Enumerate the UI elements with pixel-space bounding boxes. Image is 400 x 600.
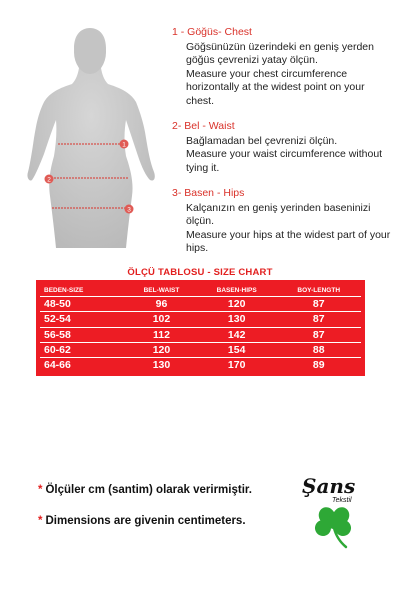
table-cell: 120 <box>126 342 197 357</box>
col-header-size: BEDEN-SIZE <box>44 286 84 294</box>
note-units-en <box>38 515 252 527</box>
table-cell: 130 <box>197 311 277 326</box>
table-cell: 56-58 <box>40 327 126 342</box>
waist-text-tr: Bağlamadan bel çevrenizi ölçün. <box>186 134 338 147</box>
chest-text-en: Measure your chest circumference horizontally at the widest point on your chest. <box>186 67 365 107</box>
note-text: Ölçüler cm (santim) olarak verirmiştir. <box>45 484 252 496</box>
waist-marker-label: 2 <box>47 176 51 184</box>
table-cell: 52-54 <box>40 311 126 326</box>
size-table <box>40 284 361 372</box>
waist-text-en: Measure your waist circumference without tying it. <box>186 148 383 174</box>
hips-section <box>172 187 394 256</box>
table-cell: 120 <box>197 296 277 311</box>
asterisk-icon: * <box>38 484 43 496</box>
table-row <box>40 342 361 357</box>
waist-section <box>172 120 394 175</box>
table-cell: 96 <box>126 296 197 311</box>
table-cell: 60-62 <box>40 342 126 357</box>
table-cell: 87 <box>276 311 361 326</box>
table-cell: 112 <box>126 327 197 342</box>
asterisk-icon: * <box>38 515 43 527</box>
col-header-length: BOY-LENGTH <box>297 286 341 294</box>
size-table-header <box>40 284 361 296</box>
table-cell: 64-66 <box>40 357 126 372</box>
table-row <box>40 296 361 311</box>
table-row <box>40 357 361 372</box>
logo-subtitle: Tekstil <box>332 497 352 504</box>
note-units-tr <box>38 484 252 496</box>
table-cell: 154 <box>197 342 277 357</box>
table-cell: 102 <box>126 311 197 326</box>
logo-brand-name: Şans <box>302 474 356 498</box>
chest-heading: 1 - Göğüs- Chest <box>172 26 252 38</box>
table-cell: 87 <box>276 327 361 342</box>
notes <box>38 484 252 546</box>
hips-heading: 3- Basen - Hips <box>172 187 245 199</box>
hips-text-tr: Kalçanızın en geniş yerinden baseninizi ölçün. <box>186 201 371 227</box>
waist-heading: 2- Bel - Waist <box>172 120 235 132</box>
table-row <box>40 327 361 342</box>
silhouette-graphic <box>16 22 166 252</box>
table-cell: 48-50 <box>40 296 126 311</box>
col-header-hips: BASEN-HIPS <box>216 286 257 294</box>
table-cell: 87 <box>276 296 361 311</box>
chest-text-tr: Göğsünüzün üzerindeki en geniş yerden göğüs çevrenizi yatay ölçün. <box>186 40 374 66</box>
chest-marker-label: 1 <box>122 141 126 149</box>
hips-marker-label: 3 <box>127 206 131 214</box>
clover-icon <box>310 504 358 550</box>
body-silhouette <box>16 22 166 252</box>
size-chart-title: ÖLÇÜ TABLOSU - SIZE CHART <box>127 267 273 278</box>
brand-logo <box>300 474 370 554</box>
chest-section <box>172 26 394 108</box>
table-cell: 89 <box>276 357 361 372</box>
table-cell: 142 <box>197 327 277 342</box>
size-chart <box>36 280 365 376</box>
table-cell: 130 <box>126 357 197 372</box>
note-text: Dimensions are givenin centimeters. <box>45 515 246 527</box>
table-row <box>40 311 361 326</box>
hips-text-en: Measure your hips at the widest part of your hips. <box>186 228 391 254</box>
col-header-waist: BEL-WAIST <box>143 286 180 294</box>
table-cell: 88 <box>276 342 361 357</box>
measurement-instructions <box>172 26 394 268</box>
table-cell: 170 <box>197 357 277 372</box>
